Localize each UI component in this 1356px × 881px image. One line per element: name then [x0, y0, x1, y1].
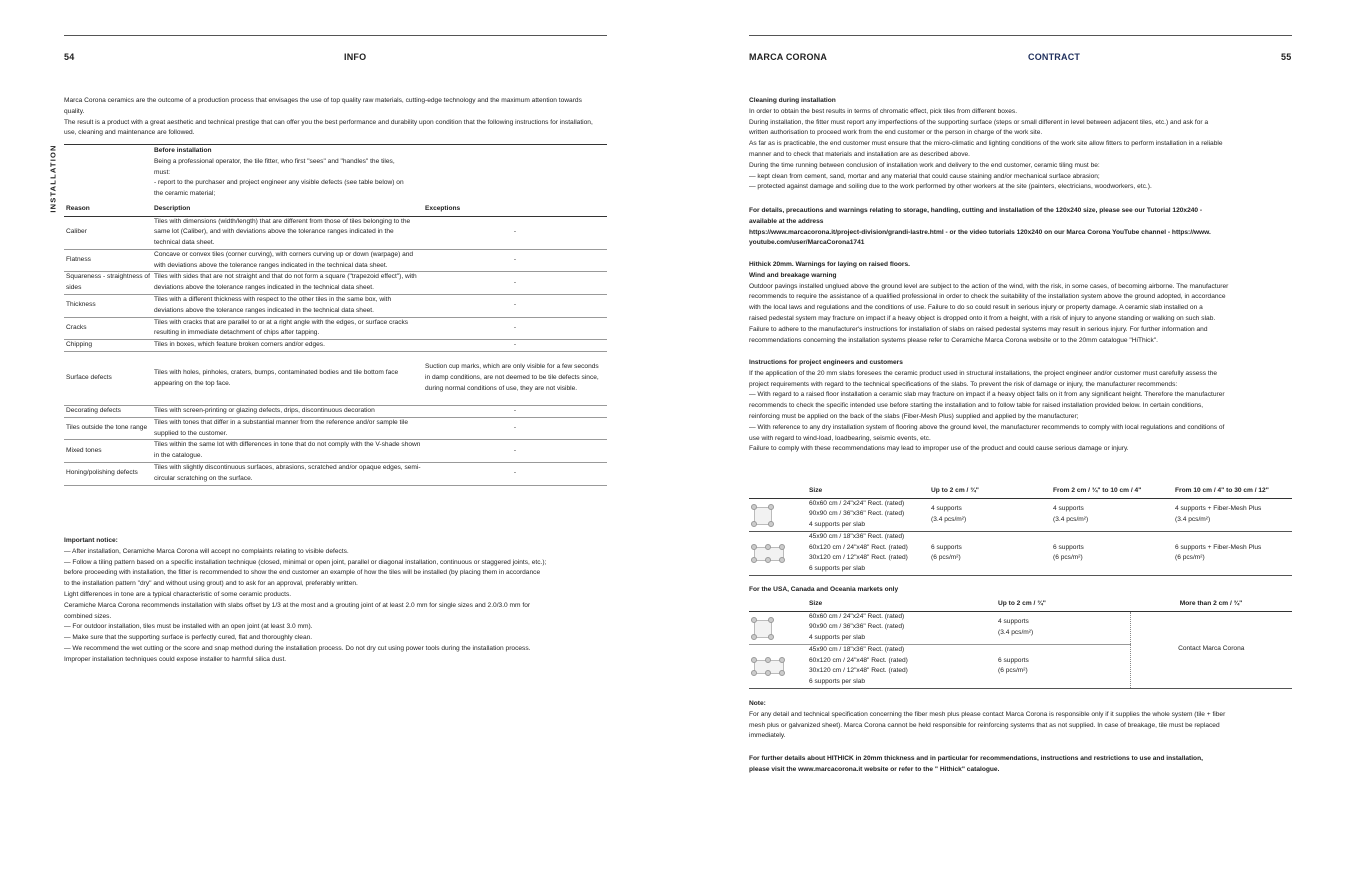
exception-cell: Suction cup marks, which are only visible for a few seconds in damp conditions, are not deemed to be tile defects since, during normal conditions of use, they are not visible.: [423, 352, 607, 406]
description-cell: Tiles with screen-printing or glazing defects, drips, discontinuous decoration: [152, 406, 423, 418]
exception-cell: -: [423, 440, 607, 463]
cleaning-line: written authorisation to proceed work from the end customer or the person in charge of the work site.: [749, 129, 1043, 137]
note-line: For any detail and technical specification concerning the fiber mesh plus please contact Marca Corona is responsible only if it supplies the whole system (tile + fiber: [749, 710, 1226, 718]
before-line: - report to the purchaser and project engineer any visible defects (see table below) on the ceramic material;: [154, 179, 404, 198]
notice-line: to the installation pattern "dry" and without using grout) and to ask for an approval, preferably written.: [64, 580, 358, 588]
cell-line: 6 supports per slab: [809, 565, 866, 573]
cleaning-title: Cleaning during installation: [749, 97, 836, 104]
before-line: Being a professional operator, the tile fitter, who first "sees" and "handles" the tiles, must:: [154, 157, 395, 176]
instructions-line: — With regard to a raised floor installation a ceramic slab may fracture on impact if a heavy object falls on it from any significant height. Therefore the manufacturer: [749, 391, 1225, 399]
cell-line: 45x90 cm / 18"x36" Rect. (rated): [809, 645, 905, 653]
note-line: mesh plus or galvanized sheet). Marca Corona cannot be held responsible for reinforcing systems that as not supplied. In case of breakage, tile must be replaced: [749, 721, 1220, 729]
description-cell: Tiles with sides that are not straight and that do not form a square ("trapezoid effect"), with deviations above the tolerance ranges indicated in the technical data sheet.: [152, 272, 423, 295]
notice-line: — Follow a tiling pattern based on a specific installation technique (closed, minimal or open joint, parallel or diagonal installation, continuous or staggered joints, etc.);: [64, 558, 547, 566]
column-header: Size: [809, 487, 823, 495]
instructions-line: Failure to comply with these recommendations may lead to improper use of the product and could cause serious damage or injury.: [749, 445, 1129, 453]
instructions-line: project requirements with regard to the technical specifications of the slabs. To prevent the risk of damage or injury, the manufacturer recommends:: [749, 380, 1178, 388]
description-cell: Tiles with a different thickness with respect to the other tiles in the same box, with deviations above the tolerance ranges indicated in the technical data sheet.: [152, 295, 423, 318]
notice-line: — For outdoor installation, tiles must be installed with an open joint (at least 3.0 mm).: [64, 623, 313, 631]
cell-line: 4 supports: [998, 617, 1029, 625]
instructions-line: use with regard to wind-load, loadbearing, seismic events, etc.: [749, 434, 931, 442]
hithick-line: with the local laws and regulations and the conditions of use. Failure to do so could result in serious injury or property damage. A ceramic slab installed on a: [749, 304, 1203, 312]
cleaning-line: manner and to check that materials and installation are as described above.: [749, 150, 971, 158]
instructions-section: [749, 358, 1294, 455]
cell-line: 30x120 cm / 12"x48" Rect. (rated): [809, 667, 908, 675]
cleaning-line: — kept clean from cement, sand, mortar and any material that could cause staining and/or mechanical surface abrasion;: [749, 172, 1100, 180]
cell-line: (3.4 pcs/m²): [1175, 515, 1211, 523]
cell-line: (3.4 pcs/m²): [998, 628, 1034, 636]
further-details: [749, 754, 1294, 776]
intro-paragraph: Marca Corona ceramics are the outcome of a production process that envisages the use of top quality raw materials, cutting-edge technology and the maximum attention towards quality.: [64, 97, 582, 115]
cell-line: 6 supports: [931, 543, 962, 551]
instructions-line: If the application of the 20 mm slabs foresees the ceramic product used in structural installations, the project engineer and/or customer must carefully assess the: [749, 369, 1218, 377]
instructions-line: reinforcing must be applied on the back of the slabs (Fiber-Mesh Plus) supplied and applied by the manufacturer;: [749, 412, 1079, 420]
table-row: [749, 611, 1292, 644]
instructions-line: recommends to check the specific intended use before starting the installation and to follow table for raised installation provided below. In certain conditions,: [749, 402, 1204, 410]
intro: [64, 96, 604, 139]
cell-line: (3.4 pcs/m²): [1053, 515, 1089, 523]
column-header: From 2 cm / ¾" to 10 cm / 4": [1053, 487, 1142, 495]
cell-line: 6 supports + Fiber-Mesh Plus: [1175, 543, 1262, 551]
table-row: [64, 216, 607, 249]
cell-line: 30x120 cm / 12"x48" Rect. (rated): [809, 554, 908, 562]
cleaning-line: — protected against damage and soiling due to the work performed by other workers at the site (painters, electricians, woodworkers, etc.).: [749, 183, 1152, 191]
further-line: please visit the www.marcacorona.it website or refer to the " Hithick" catalogue.: [749, 765, 1000, 773]
exception-cell: -: [423, 317, 607, 340]
instructions-line: — With reference to any dry installation system of flooring above the ground level, the manufacturer recommends to comply with local regulations and conditions of: [749, 423, 1225, 431]
hithick-subtitle: Wind and breakage warning: [749, 271, 837, 279]
notice-line: before proceeding with installation, the fitter is recommended to show the end customer an example of how the tiles will be installed (by placing them in accordance: [64, 569, 541, 577]
exception-cell: -: [423, 463, 607, 486]
usa-header-row: [749, 599, 1292, 611]
cell-line: 4 supports per slab: [809, 634, 866, 642]
column-header: More than 2 cm / ¾": [1179, 600, 1243, 608]
reason-cell: Squareness - straightness of sides: [64, 272, 152, 295]
cell-line: 4 supports + Fiber-Mesh Plus: [1175, 504, 1262, 512]
column-header: Up to 2 cm / ¾": [998, 600, 1046, 608]
further-line: For further details about HITHICK in 20mm thickness and in particular for recommendations, instructions and restrictions to use and installation,: [749, 755, 1203, 762]
description-cell: Tiles within the same lot with differences in tone that do not comply with the V-shade shown in the catalogue.: [152, 440, 423, 463]
exception-cell: -: [423, 249, 607, 272]
details-link[interactable]: youtube.com/user/MarcaCorona1741: [749, 239, 865, 247]
cell-line: (6 pcs/m²): [931, 554, 961, 562]
column-header: Description: [154, 204, 191, 212]
usa-supports-table: [749, 599, 1292, 689]
description-cell: Tiles with cracks that are parallel to or at a right angle with the edges, or surface cracks resulting in immediate detachment of chips after tapping.: [152, 317, 423, 340]
exception-cell: -: [423, 340, 607, 352]
before-installation-divider: [64, 144, 607, 145]
column-header: From 10 cm / 4" to 30 cm / 12": [1175, 487, 1269, 495]
cell-line: 90x90 cm / 36"x36" Rect. (rated): [809, 510, 905, 518]
cell-line: (6 pcs/m²): [1053, 554, 1083, 562]
instructions-title: Instructions for project engineers and customers: [749, 359, 903, 366]
supports-cell: [929, 498, 1051, 531]
description-cell: Tiles in boxes, which feature broken corners and/or edges.: [152, 340, 423, 352]
cleaning-line: During installation, the fitter must report any imperfections of the supporting surface (steps or small different in level between adjacent tiles, etc.) and ask for a: [749, 118, 1209, 126]
cell-line: (6 pcs/m²): [998, 667, 1028, 675]
exception-cell: -: [423, 406, 607, 418]
reason-cell: Surface defects: [64, 352, 152, 406]
cleaning-section: [749, 96, 1294, 193]
description-cell: Tiles with tones that differ in a substantial manner from the reference and/or sample tile supplied to the customer.: [152, 417, 423, 440]
notice-line: Ceramiche Marca Corona recommends installation with slabs offset by 1/3 at the most and a grouting joint of at least 2.0 mm for single sizes and 2.0/3.0 mm for: [64, 601, 531, 609]
reason-cell: Mixed tones: [64, 440, 152, 463]
description-cell: Tiles with slightly discontinuous surfaces, abrasions, scratched and/or opaque edges, semi-circular scratching on the surface.: [152, 463, 423, 486]
brand-name: MARCA CORONA: [749, 52, 828, 62]
square-tile-icon: [751, 504, 773, 526]
cell-line: 6 supports per slab: [809, 678, 866, 686]
table-row: [64, 440, 607, 463]
cell-line: 60x60 cm / 24"x24" Rect. (rated): [809, 499, 905, 507]
table-row: [64, 295, 607, 318]
details-line: For details, precautions and warnings relating to storage, handling, cutting and installation of the 120x240 size, please see our Tutorial 120x240 -: [749, 207, 1203, 214]
exception-cell: -: [423, 417, 607, 440]
note-title: Note:: [749, 700, 766, 707]
details-section: [749, 206, 1294, 249]
cell-line: (6 pcs/m²): [1175, 554, 1205, 562]
notice-line: — Make sure that the supporting surface is perfectly cured, flat and thoroughly clean.: [64, 634, 313, 642]
cell-line: 60x120 cm / 24"x48" Rect. (rated): [809, 543, 908, 551]
hithick-line: raised pedestal system may fracture on impact if a heavy object is dropped onto it from a height, with a risk of injury to anyone standing or walking on such slab.: [749, 314, 1216, 322]
details-link[interactable]: https://www.marcacorona.it/project-division/grandi-lastre.html - or the video tutorials 120x240 on our Marca Corona YouTube channel - https://www.: [749, 228, 1211, 236]
top-rule: [749, 35, 1292, 36]
description-cell: Tiles with dimensions (width/length) that are different from those of tiles belonging to the same lot (Caliber), and with deviations above the tolerance ranges indicated in the technical data sheet.: [152, 216, 423, 249]
notice-line: — After installation, Ceramiche Marca Corona will accept no complaints relating to visible defects.: [64, 547, 349, 555]
right-page: [678, 0, 1356, 881]
cell-line: 60x60 cm / 24"x24" Rect. (rated): [809, 612, 905, 620]
before-installation: [154, 146, 410, 200]
notice-title: Important notice:: [64, 537, 118, 544]
column-header: Exceptions: [425, 204, 461, 212]
supports-cell: [996, 611, 1130, 644]
defects-table: [64, 203, 607, 486]
supports-table: [749, 486, 1292, 576]
hithick-title: Hithick 20mm. Warnings for laying on raised floors.: [749, 261, 910, 268]
column-header: Size: [809, 600, 823, 608]
cleaning-line: As far as is practicable, the end customer must ensure that the micro-climatic and lighting conditions of the work site allow fitters to perform installation in a reliable: [749, 140, 1223, 148]
contact-cell: Contact Marca Corona: [1130, 611, 1292, 689]
hithick-section: [749, 260, 1294, 346]
section-title: INFO: [344, 52, 367, 62]
section-title: CONTRACT: [1028, 52, 1081, 62]
reason-cell: Flatness: [64, 249, 152, 272]
column-header: Up to 2 cm / ¾": [931, 487, 979, 495]
description-cell: Tiles with holes, pinholes, craters, bumps, contaminated bodies and tile bottom face appearing on the top face.: [152, 352, 423, 406]
cell-line: 4 supports: [931, 504, 962, 512]
cell-line: (3.4 pcs/m²): [931, 515, 967, 523]
size-cell: [807, 531, 929, 575]
supports-cell: [929, 531, 1051, 575]
column-header: Reason: [66, 204, 90, 212]
note-section: [749, 699, 1294, 742]
notice-line: Light differences in tone are a typical characteristic of some ceramic products.: [64, 590, 292, 598]
supports-cell: [1051, 498, 1173, 531]
notice-line: Improper installation techniques could expose installer to harmful silica dust.: [64, 655, 287, 663]
cleaning-line: In order to obtain the best results in terms of chromatic effect, pick tiles from different boxes.: [749, 107, 1018, 115]
hithick-line: recommends to require the assistance of a qualified professional in order to check the suitability of the installation system above the ground adopted, in accordance: [749, 293, 1226, 301]
side-label: INSTALLATION: [48, 144, 58, 213]
size-cell: [807, 644, 996, 688]
table-row: [64, 272, 607, 295]
table-row: [64, 352, 607, 406]
cell-line: 90x90 cm / 36"x36" Rect. (rated): [809, 623, 905, 631]
reason-cell: Thickness: [64, 295, 152, 318]
rectangular-tile-icon: [751, 655, 785, 677]
page-number: 54: [64, 52, 75, 62]
page-number: 55: [1281, 52, 1292, 62]
hithick-line: recommendations concerning the installation systems please refer to Ceramiche Marca Corona website or to the 20mm catalogue "HiThick".: [749, 336, 1158, 344]
supports-cell: [1051, 531, 1173, 575]
square-tile-icon: [751, 617, 773, 639]
table-row: [64, 406, 607, 418]
cell-line: 45x90 cm / 18"x36" Rect. (rated): [809, 532, 905, 540]
cell-line: 6 supports: [1053, 543, 1084, 551]
cell-line: 60x120 cm / 24"x48" Rect. (rated): [809, 656, 908, 664]
supports-header-row: [749, 486, 1292, 498]
size-cell: [807, 611, 996, 644]
cell-line: 4 supports per slab: [809, 521, 866, 529]
note-line: immediately.: [749, 732, 786, 740]
table-row: [64, 463, 607, 486]
cell-line: 4 supports: [1053, 504, 1084, 512]
notice-line: — We recommend the wet cutting or the score and snap method during the installation process. Do not dry cut using power tools during the installation process.: [64, 644, 531, 652]
reason-cell: Caliber: [64, 216, 152, 249]
supports-cell: [1173, 498, 1292, 531]
size-cell: [807, 498, 929, 531]
description-cell: Concave or convex tiles (corner curving), with corners curving up or down (warpage) and with deviations above the tolerance ranges indicated in the technical data sheet.: [152, 249, 423, 272]
table-row: [64, 249, 607, 272]
table-row: [64, 340, 607, 352]
hithick-line: Failure to adhere to the manufacturer's instructions for installation of slabs on raised pedestal systems may result in serious injury. For further information and: [749, 325, 1208, 333]
usa-markets-title: For the USA, Canada and Oceania markets only: [749, 586, 899, 593]
reason-cell: Chipping: [64, 340, 152, 352]
top-rule: [64, 35, 607, 36]
exception-cell: -: [423, 295, 607, 318]
hithick-line: Outdoor pavings installed unglued above the ground level are subject to the action of the wind, with the risk, in some cases, of becoming airborne. The manufacturer: [749, 282, 1229, 290]
before-title: Before installation: [154, 147, 212, 154]
cleaning-line: During the time running between conclusion of installation work and delivery to the end customer, ceramic tiling must be:: [749, 161, 1100, 169]
table-row: [749, 531, 1292, 575]
notice-line: combined sizes.: [64, 612, 112, 620]
exception-cell: -: [423, 272, 607, 295]
table-row: [64, 317, 607, 340]
cell-line: 6 supports: [998, 656, 1029, 664]
reason-cell: Honing/polishing defects: [64, 463, 152, 486]
defects-header-row: [64, 203, 607, 216]
reason-cell: Tiles outside the tone range: [64, 417, 152, 440]
intro-paragraph: The result is a product with a great aesthetic and technical prestige that can offer you the best performance and durability upon condition that the following instructions for installation, use, cleaning and maintenance are followed.: [64, 118, 593, 137]
important-notice: [64, 536, 609, 666]
table-row: [64, 417, 607, 440]
table-row: [749, 498, 1292, 531]
supports-cell: [1173, 531, 1292, 575]
details-line: available at the address: [749, 217, 824, 225]
exception-cell: -: [423, 216, 607, 249]
supports-cell: [996, 644, 1130, 688]
reason-cell: Decorating defects: [64, 406, 152, 418]
reason-cell: Cracks: [64, 317, 152, 340]
rectangular-tile-icon: [751, 542, 785, 564]
